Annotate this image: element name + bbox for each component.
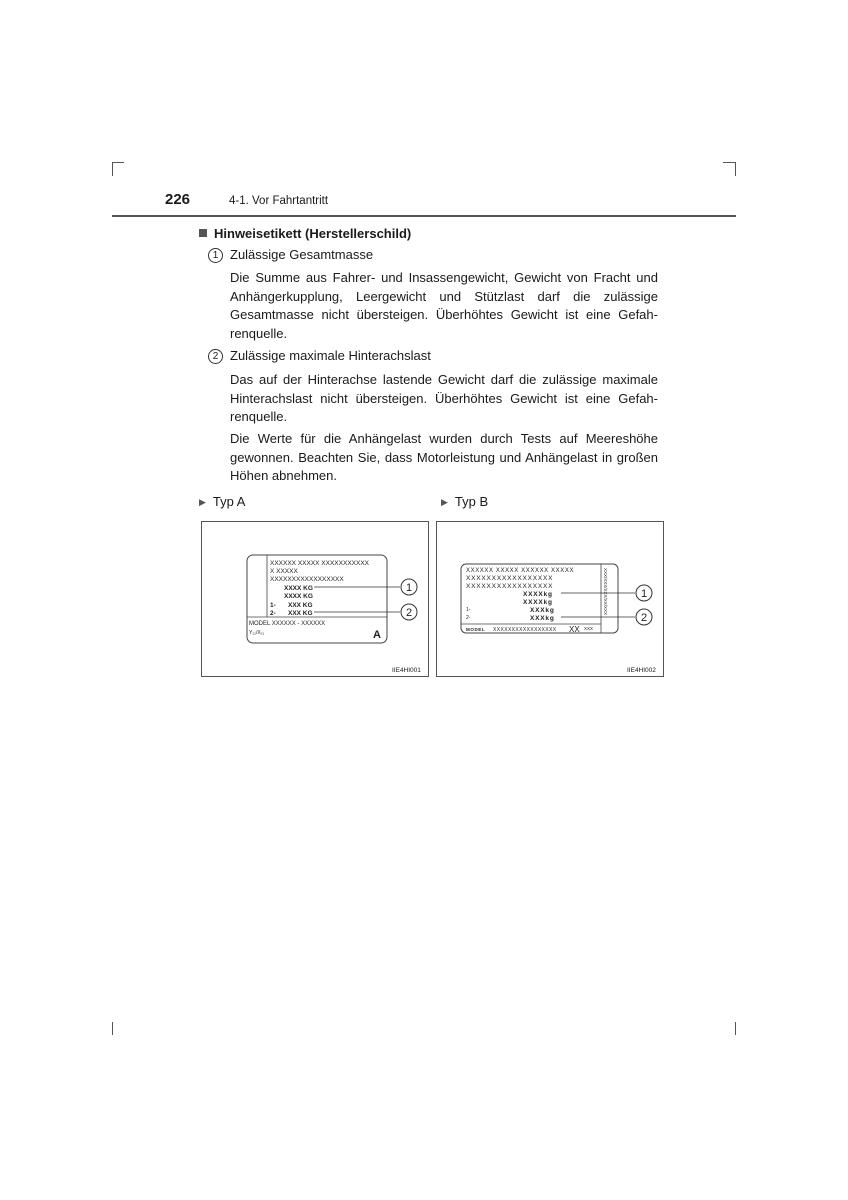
circled-number-2-icon: 2 xyxy=(208,349,223,364)
svg-text:2: 2 xyxy=(405,607,413,619)
label-b-line-1: XXXXXX XXXXX XXXXXX XXXXX xyxy=(466,568,575,574)
figure-b-label-illustration xyxy=(436,521,664,677)
label-a-line-5: XXXX KG xyxy=(284,593,313,600)
label-a-small: Y₂₁/X₂₁ xyxy=(249,630,265,636)
label-b-side-text: XXX/XXX/XXX/XX/XXX xyxy=(603,568,608,616)
header-rule xyxy=(112,215,736,217)
crop-mark-top-left-h xyxy=(112,162,124,163)
figure-a-caption: ▶ Typ A xyxy=(199,494,246,509)
label-a-line-4: XXXX KG xyxy=(284,585,313,592)
label-a-line-6: XXX KG xyxy=(288,602,313,609)
label-b-line-4: XXXXkg xyxy=(523,591,553,598)
item-2-title: Zulässige maximale Hinterachslast xyxy=(230,348,431,363)
triangle-bullet-icon: ▶ xyxy=(199,497,206,507)
svg-text:1: 1 xyxy=(640,588,648,600)
label-a-line-1: XXXXXX XXXXX XXXXXXXXXXX xyxy=(270,560,369,567)
circled-number-1-icon: 1 xyxy=(208,248,223,263)
label-b-line-2: XXXXXXXXXXXXXXXXX xyxy=(466,575,554,582)
label-a-line-7-prefix: 2- xyxy=(270,610,276,617)
chapter-title: 4-1. Vor Fahrtantritt xyxy=(229,195,329,207)
figure-b-caption: ▶ Typ B xyxy=(441,494,489,509)
figure-b-code: IIE4HI002 xyxy=(627,667,656,674)
figure-a-code: IIE4HI001 xyxy=(392,667,421,674)
label-a-model: MODEL XXXXXX - XXXXXX xyxy=(249,621,326,627)
page-number: 226 xyxy=(165,191,191,208)
label-b-line-7-prefix: 2- xyxy=(466,615,471,621)
square-bullet-icon xyxy=(199,229,207,237)
triangle-bullet-icon: ▶ xyxy=(441,497,448,507)
crop-mark-bottom-right xyxy=(735,1022,736,1035)
item-1-title: Zulässige Gesamtmasse xyxy=(230,247,374,262)
label-b-model: MODEL xyxy=(466,627,486,632)
label-b-line-6: XXXkg xyxy=(530,607,555,614)
label-b-line-7: XXXkg xyxy=(530,615,555,622)
label-b-line-3: XXXXXXXXXXXXXXXXX xyxy=(466,583,554,590)
crop-mark-top-left-v xyxy=(112,162,113,176)
figure-a-label-illustration xyxy=(201,521,429,677)
label-b-model-tail: XXX xyxy=(584,626,594,631)
label-b-model-value: XXXXXXXXXXXXXXXXX xyxy=(493,627,557,633)
crop-mark-top-right-v xyxy=(735,162,736,176)
label-a-line-6-prefix: 1- xyxy=(270,602,276,609)
svg-text:2: 2 xyxy=(640,612,648,624)
item-2-paragraph-1: Das auf der Hinterachse lastende Gewicht darf die zulässige maximale Hinterachslast nicht übersteigen. Überhöhtes Gewicht ist eine Gefahrenquelle. xyxy=(230,372,658,425)
label-b-line-5: XXXXkg xyxy=(523,599,553,606)
item-2-paragraph-2: Die Werte für die Anhängelast wurden durch Tests auf Meereshöhe gewonnen. Beachten Sie, dass Motorleistung und Anhängelast in großen Höhen abnehmen. xyxy=(230,431,658,484)
label-a-line-3: XXXXXXXXXXXXXXXXX xyxy=(270,576,344,583)
item-1-paragraph: Die Summe aus Fahrer- und Insassengewicht, Gewicht von Fracht und Anhängerkupplung, Leergewicht und Stützlast darf die zulässige Gesamtmasse nicht übersteigen. Überhöhtes Gewicht ist eine Gefahrenquelle. xyxy=(230,270,658,342)
label-a-letter: A xyxy=(373,629,381,641)
label-a-line-2: X XXXXX xyxy=(270,568,298,575)
label-a-line-7: XXX KG xyxy=(288,610,313,617)
section-heading xyxy=(199,226,411,241)
section-title: Hinweisetikett (Herstellerschild) xyxy=(214,226,412,241)
svg-text:1: 1 xyxy=(405,582,413,594)
label-b-model-mark: XX xyxy=(569,625,580,634)
crop-mark-top-right-h xyxy=(723,162,735,163)
label-b-line-6-prefix: 1- xyxy=(466,607,471,613)
crop-mark-bottom-left xyxy=(112,1022,113,1035)
